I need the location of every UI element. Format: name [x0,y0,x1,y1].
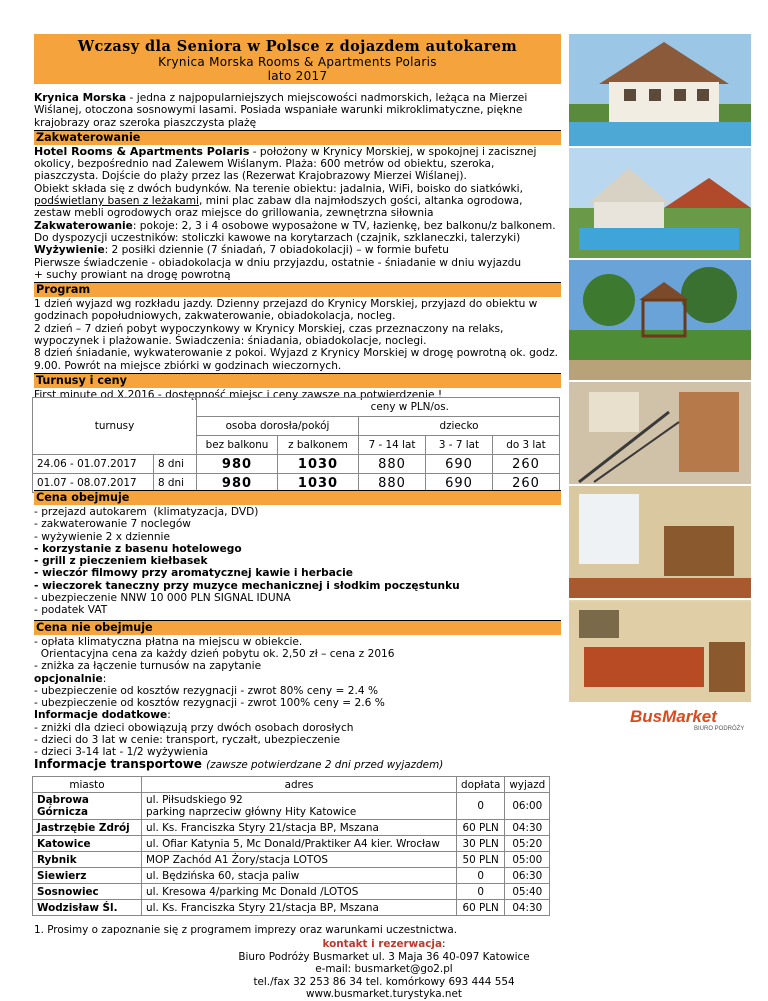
fee-cell: 60 PLN [457,900,505,916]
price-cell: 260 [493,455,560,474]
col-address: adres [142,777,457,793]
table-row [33,836,550,852]
list-item: - ubezpieczenie od kosztów rezygnacji - zwrot 100% ceny = 2.6 % [34,697,385,710]
table-row [33,820,550,836]
col-no-balcony: bez balkonu [197,436,278,455]
garden-gazebo-photo [569,260,751,380]
dates-cell: 24.06 - 01.07.2017 [33,455,154,474]
price-cell: 980 [197,455,278,474]
city-cell: Wodzisław Śl. [33,900,142,916]
hotel-subtitle: Krynica Morska Rooms & Apartments Polaris [158,55,437,69]
table-row [33,884,550,900]
fee-cell: 0 [457,884,505,900]
transport-table [32,776,550,916]
intro-text: Krynica Morska - jedna z najpopularniejszych miejscowości nadmorskich, leżąca na Mierzei Wiślanej, otoczona sosnowymi lasami. Posiada wspaniałe warunki mikroklimatyczne, piękne krajobrazy oraz szeroka piaszczysta plażę [34,92,528,129]
address-cell: MOP Zachód A1 Żory/stacja LOTOS [142,852,457,868]
list-item: - przejazd autokarem (klimatyzacja, DVD) [34,506,259,518]
section-program: Program [34,282,561,297]
city-cell: Sosnowiec [33,884,142,900]
list-item: - zniżka za łączenie turnusów na zapytanie [34,660,262,673]
city-cell: Katowice [33,836,142,852]
address-cell: ul. Ks. Franciszka Styry 21/stacja BP, Mszana [142,900,457,916]
departure-cell: 05:00 [505,852,550,868]
table-row [33,793,550,820]
departure-cell: 05:20 [505,836,550,852]
fee-cell: 0 [457,868,505,884]
page-title: Wczasy dla Seniora w Polsce z dojazdem autokarem [77,38,518,55]
contact-block: kontakt i rezerwacja: Biuro Podróży Busmarket ul. 3 Maja 36 40-097 Katowice e-mail: busmarket@go2.pl tel./fax 32 253 86 34 tel. komórkowy 693 444 554 www.busmarket.turystyka.net [0,938,768,1001]
list-item: - grill z pieczeniem kiełbasek [34,555,208,568]
departure-cell: 04:30 [505,820,550,836]
hotel-exterior-photo [569,34,751,146]
price-cell: 690 [426,455,493,474]
col-child-0-3: do 3 lat [493,436,560,455]
col-departure: wyjazd [505,777,550,793]
list-item: - dzieci 3-14 lat - 1/2 wyżywienia [34,746,209,759]
list-item: - wyżywienie 2 x dziennie [34,530,171,543]
list-item: - opłata klimatyczna płatna na miejscu w obiekcie. [34,635,303,648]
address-cell: ul. Ks. Franciszka Styry 21/stacja BP, Mszana [142,820,457,836]
transport-title: Informacje transportowe (zawsze potwierdzane 2 dni przed wyjazdem) [34,757,444,771]
section-includes: Cena obejmuje [34,490,561,505]
list-item: - zniżki dla dzieci obowiązują przy dwóch osobach dorosłych [34,721,354,734]
list-item: - wieczór filmowy przy aromatycznej kawie i herbacie [34,567,353,580]
table-row [33,900,550,916]
list-item: - zakwaterowanie 7 noclegów [34,518,191,531]
city-cell: Jastrzębie Zdrój [33,820,142,836]
price-cell: 980 [197,474,278,493]
season-label: lato 2017 [267,69,328,83]
list-item: - korzystanie z basenu hotelowego [34,542,242,555]
list-item: - wieczorek taneczny przy muzyce mechanicznej i słodkim poczęstunku [34,579,460,592]
includes-column [34,489,561,759]
includes-list [34,506,561,617]
dates-cell: 01.07 - 08.07.2017 [33,474,154,493]
col-child-3-7: 3 - 7 lat [426,436,493,455]
section-excludes: Cena nie obejmuje [34,620,561,635]
col-child-7-14: 7 - 14 lat [359,436,426,455]
address-cell: ul. Kresowa 4/parking Mc Donald /LOTOS [142,884,457,900]
price-table [32,397,560,493]
col-fee: dopłata [457,777,505,793]
contact-email: e-mail: busmarket@go2.pl [315,963,453,976]
program-day1: 1 dzień wyjazd wg rozkładu jazdy. Dzienny przejazd do Krynicy Morskiej, przyjazd do obiektu w godzinach popołudniowych, zakwaterowanie, obiadokolacja, nocleg. [34,298,538,323]
address-cell: ul. Piłsudskiego 92 parking naprzeciw główny Hity Katowice [142,793,457,820]
section-accommodation: Zakwaterowanie [34,130,561,145]
departure-cell: 05:40 [505,884,550,900]
address-cell: ul. Ofiar Katynia 5, Mc Donald/Praktiker A4 kier. Wrocław [142,836,457,852]
fee-cell: 50 PLN [457,852,505,868]
rooms-text: Zakwaterowanie: pokoje: 2, 3 i 4 osobowe wyposażone w TV, łazienkę, bez balkonu/z balkonem. [34,219,556,232]
food-text-2: Pierwsze świadczenie - obiadokolacja w dniu przyjazdu, ostatnie - śniadanie w dniu wyjazdu [34,256,522,269]
price-cell: 1030 [278,455,359,474]
accommodation-text: Hotel Rooms & Apartments Polaris - położony w Krynicy Morskiej, w spokojnej i zacisznej okolicy, bezpośrednio nad Zalewem Wiślanym. Plaża: 600 metrów od obiektu, szeroka, piaszczysta. Dojście do plaży przez las (Rezerwat Krajobrazowy Mierzei Wiślanej). [34,144,537,183]
col-adult: osoba dorosła/pokój [197,417,359,436]
room-photo-1 [569,486,751,598]
title-banner [34,34,561,84]
city-cell: Rybnik [33,852,142,868]
extras-text: Do dyspozycji uczestników: stoliczki kawowe na korytarzach (czajnik, szklaneczki, talerzyki) [34,231,521,244]
footnote: 1. Prosimy o zapoznanie się z programem imprezy oraz warunkami uczestnictwa. [34,924,458,936]
fee-cell: 30 PLN [457,836,505,852]
address-cell: ul. Będzińska 60, stacja paliw [142,868,457,884]
col-turnusy: turnusy [33,398,197,455]
contact-label: kontakt i rezerwacja [322,938,443,950]
content-column [34,92,561,401]
fee-cell: 0 [457,793,505,820]
logo-text: BusMarket [630,707,717,726]
days-cell: 8 dni [154,474,197,493]
section-turnusy: Turnusy i ceny [34,373,561,388]
pool-photo [569,148,751,258]
contact-website[interactable]: www.busmarket.turystyka.net [306,988,462,1001]
excludes-list [34,636,561,759]
list-item: Informacje dodatkowe: [34,709,171,722]
list-item: opcjonalnie: [34,672,107,685]
table-row [33,455,560,474]
stairs-photo [569,382,751,484]
list-item: Orientacyjna cena za każdy dzień pobytu ok. 2,50 zł – cena z 2016 [34,647,395,660]
price-cell: 880 [359,474,426,493]
price-cell: 880 [359,455,426,474]
program-day8: 8 dzień śniadanie, wykwaterowanie z pokoi. Wyjazd z Krynicy Morskiej w drogę powrotną ok. godz. 9.00. Powrót na miejsce zbiórki w godzinach wieczornych. [34,347,559,372]
busmarket-logo [628,705,748,731]
room-photo-3 [569,602,751,702]
days-cell: 8 dni [154,455,197,474]
col-city: miasto [33,777,142,793]
price-cell: 260 [493,474,560,493]
first-minute-note: First minute od X.2016 - dostępność miejsc i ceny zawsze na potwierdzenie ! [34,388,443,401]
col-child: dziecko [359,417,560,436]
fee-cell: 60 PLN [457,820,505,836]
food-text-3: + suchy prowiant na drogę powrotną [34,268,231,281]
price-cell: 690 [426,474,493,493]
departure-cell: 04:30 [505,900,550,916]
list-item: - ubezpieczenie od kosztów rezygnacji - zwrot 80% ceny = 2.4 % [34,684,379,697]
list-item: - ubezpieczenie NNW 10 000 PLN SIGNAL IDUNA [34,592,291,605]
city-cell: Siewierz [33,868,142,884]
program-day2: 2 dzień – 7 dzień pobyt wypoczynkowy w Krynicy Morskiej, czas przeznaczony na relaks, wypoczynek i plażowanie. Świadczenia: śniadania, obiadokolacje, noclegi. [34,322,504,348]
contact-phone: tel./fax 32 253 86 34 tel. komórkowy 693 444 554 [253,975,515,988]
list-item: - podatek VAT [34,604,108,617]
accommodation-facilities-2: podświetlany basen z leżakami, mini plac zabaw dla najmłodszych gości, altanka ogrodowa, zestaw mebli ogrodowych oraz miejsce do grillowania, zewnętrzna siłownia [34,195,523,220]
departure-cell: 06:00 [505,793,550,820]
contact-address: Biuro Podróży Busmarket ul. 3 Maja 36 40-097 Katowice [238,950,530,963]
departure-cell: 06:30 [505,868,550,884]
col-price-header: ceny w PLN/os. [197,398,560,417]
food-text: Wyżywienie: 2 posiłki dziennie (7 śniadań, 7 obiadokolacji) – w formie bufetu [34,244,449,257]
table-row [33,852,550,868]
col-balcony: z balkonem [278,436,359,455]
list-item: - dzieci do 3 lat w cenie: transport, ryczałt, ubezpieczenie [34,734,341,747]
accommodation-facilities: Obiekt składa się z dwóch budynków. Na terenie obiektu: jadalnia, WiFi, boisko do siatkówki, [34,182,523,195]
city-cell: Dąbrowa Górnicza [33,793,142,820]
logo-tagline: BIURO PODRÓŻY [694,726,745,731]
price-cell: 1030 [278,474,359,493]
table-row [33,868,550,884]
